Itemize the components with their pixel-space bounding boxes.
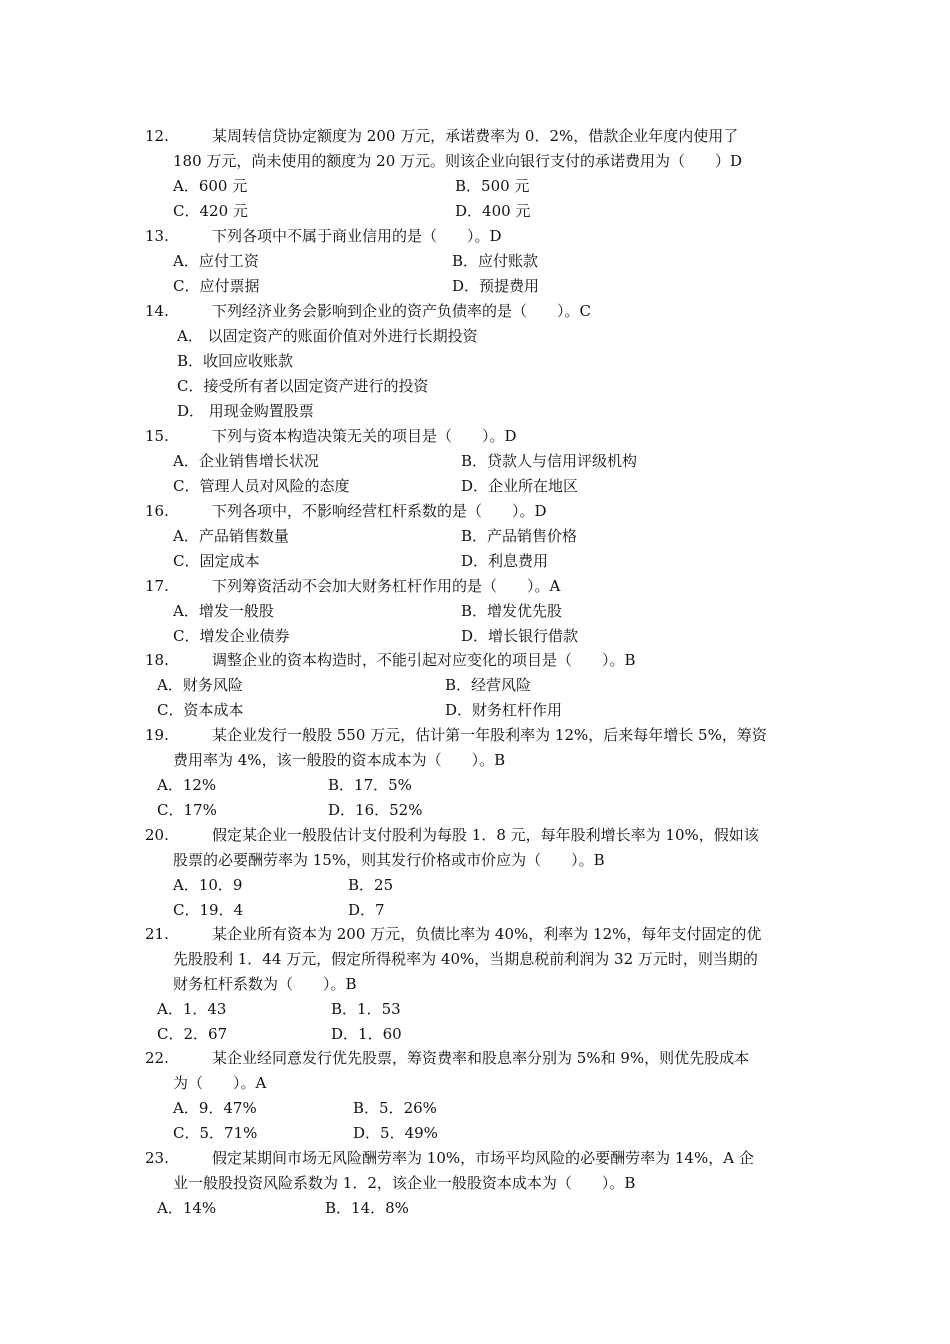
question-22 xyxy=(145,1046,820,1146)
option-d: D． 用现金购置股票 xyxy=(177,402,314,420)
option-a: A．12% xyxy=(157,776,217,794)
question-text: 调整企业的资本构造时，不能引起对应变化的项目是（ ）。B xyxy=(212,651,636,669)
question-number: 22. xyxy=(145,1049,169,1067)
question-16 xyxy=(145,499,820,574)
question-line xyxy=(145,972,820,997)
option-d: D．利息费用 xyxy=(461,552,549,570)
option-d: D．1．60 xyxy=(331,1025,402,1043)
option-c: C．资本成本 xyxy=(157,701,244,719)
option-b: B．应付账款 xyxy=(452,252,539,270)
options-row xyxy=(145,673,820,698)
options-row xyxy=(145,199,820,224)
options-row xyxy=(145,524,820,549)
question-number: 14. xyxy=(145,302,169,320)
option-d: D．400 元 xyxy=(455,202,531,220)
question-text-continued: 股票的必要酬劳率为 15%，则其发行价格或市价应为（ ）。B xyxy=(173,851,605,869)
question-text: 某企业发行一般股 550 万元，估计第一年股利率为 12%，后来每年增长 5%，筹资 xyxy=(212,726,767,744)
question-number: 17. xyxy=(145,577,169,595)
options-row xyxy=(145,349,820,374)
options-row xyxy=(145,324,820,349)
option-a: A．1．43 xyxy=(157,1000,227,1018)
option-b: B．17．5% xyxy=(328,776,412,794)
options-row xyxy=(145,274,820,299)
question-text: 假定某期间市场无风险酬劳率为 10%，市场平均风险的必要酬劳率为 14%，A 企 xyxy=(212,1149,754,1167)
options-row xyxy=(145,1096,820,1121)
option-b: B．收回应收账款 xyxy=(177,352,294,370)
question-line xyxy=(145,1171,820,1196)
question-text: 下列各项中，不影响经营杠杆系数的是（ ）。D xyxy=(212,502,547,520)
options-row xyxy=(145,599,820,624)
option-c: C．420 元 xyxy=(173,202,248,220)
options-row xyxy=(145,474,820,499)
option-d: D．16．52% xyxy=(328,801,423,819)
option-a: A．600 元 xyxy=(173,177,248,195)
option-b: B．经营风险 xyxy=(445,676,532,694)
option-a: A．应付工资 xyxy=(173,252,259,270)
question-19 xyxy=(145,723,820,823)
question-14 xyxy=(145,299,820,424)
question-line xyxy=(145,648,820,673)
option-b: B．产品销售价格 xyxy=(461,527,578,545)
option-b: B．14．8% xyxy=(325,1199,409,1217)
option-a: A．产品销售数量 xyxy=(173,527,289,545)
question-text-continued: 先股股利 1．44 万元，假定所得税率为 40%，当期息税前利润为 32 万元时，则当期的 xyxy=(173,950,758,968)
option-c: C．5．71% xyxy=(173,1124,258,1142)
question-20 xyxy=(145,823,820,923)
question-text: 下列各项中不属于商业信用的是（ ）。D xyxy=(212,227,502,245)
option-c: C．17% xyxy=(157,801,217,819)
question-line xyxy=(145,499,820,524)
question-17 xyxy=(145,574,820,649)
question-line xyxy=(145,1046,820,1071)
question-text: 某企业经同意发行优先股票，筹资费率和股息率分别为 5%和 9%，则优先股成本 xyxy=(212,1049,750,1067)
question-text: 下列筹资活动不会加大财务杠杆作用的是（ ）。A xyxy=(212,577,561,595)
question-line xyxy=(145,224,820,249)
options-row xyxy=(145,898,820,923)
option-c: C．管理人员对风险的态度 xyxy=(173,477,350,495)
question-line xyxy=(145,124,820,149)
options-row xyxy=(145,449,820,474)
option-d: D．预提费用 xyxy=(452,277,540,295)
option-a: A． 以固定资产的账面价值对外进行长期投资 xyxy=(177,327,478,345)
option-a: A．增发一般股 xyxy=(173,602,274,620)
option-c: C．固定成本 xyxy=(173,552,260,570)
options-row xyxy=(145,399,820,424)
question-text: 某企业所有资本为 200 万元，负债比率为 40%，利率为 12%，每年支付固定的优 xyxy=(212,925,762,943)
question-line xyxy=(145,1146,820,1171)
options-row xyxy=(145,798,820,823)
option-d: D．5．49% xyxy=(353,1124,438,1142)
option-c: C．2．67 xyxy=(157,1025,228,1043)
option-a: A．财务风险 xyxy=(157,676,243,694)
question-text: 下列经济业务会影响到企业的资产负债率的是（ ）。C xyxy=(212,302,591,320)
question-13 xyxy=(145,224,820,299)
question-number: 13. xyxy=(145,227,169,245)
option-a: A．10．9 xyxy=(173,876,243,894)
option-a: A．企业销售增长状况 xyxy=(173,452,319,470)
question-line xyxy=(145,823,820,848)
question-12 xyxy=(145,124,820,224)
option-b: B．500 元 xyxy=(455,177,530,195)
question-line xyxy=(145,947,820,972)
question-line xyxy=(145,574,820,599)
question-number: 23. xyxy=(145,1149,169,1167)
options-row xyxy=(145,374,820,399)
question-line xyxy=(145,848,820,873)
options-row xyxy=(145,997,820,1022)
question-line xyxy=(145,1071,820,1096)
options-row xyxy=(145,549,820,574)
question-text-continued: 财务杠杆系数为（ ）。B xyxy=(173,975,357,993)
question-text-continued: 费用率为 4%，该一般股的资本成本为（ ）。B xyxy=(173,751,506,769)
question-21 xyxy=(145,922,820,1047)
option-d: D．企业所在地区 xyxy=(461,477,579,495)
option-d: D．增长银行借款 xyxy=(461,627,579,645)
options-row xyxy=(145,1121,820,1146)
options-row xyxy=(145,698,820,723)
options-row xyxy=(145,624,820,649)
options-row xyxy=(145,174,820,199)
options-row xyxy=(145,1022,820,1047)
question-text: 下列与资本构造决策无关的项目是（ ）。D xyxy=(212,427,517,445)
question-number: 21. xyxy=(145,925,169,943)
options-row xyxy=(145,773,820,798)
question-text-continued: 业一般股投资风险系数为 1．2，该企业一般股资本成本为（ ）。B xyxy=(173,1174,636,1192)
question-number: 18. xyxy=(145,651,169,669)
option-b: B．25 xyxy=(348,876,394,894)
option-d: D．财务杠杆作用 xyxy=(445,701,563,719)
option-d: D．7 xyxy=(348,901,385,919)
question-number: 15. xyxy=(145,427,169,445)
question-number: 19. xyxy=(145,726,169,744)
question-line xyxy=(145,424,820,449)
question-number: 16. xyxy=(145,502,169,520)
option-c: C．19．4 xyxy=(173,901,244,919)
option-c: C．应付票据 xyxy=(173,277,260,295)
option-b: B．1．53 xyxy=(331,1000,401,1018)
question-line xyxy=(145,299,820,324)
question-text-continued: 为（ ）。A xyxy=(173,1074,267,1092)
option-a: A．9．47% xyxy=(173,1099,257,1117)
options-row xyxy=(145,249,820,274)
question-23 xyxy=(145,1146,820,1221)
option-b: B．贷款人与信用评级机构 xyxy=(461,452,638,470)
question-line xyxy=(145,723,820,748)
question-15 xyxy=(145,424,820,499)
option-b: B．5．26% xyxy=(353,1099,437,1117)
options-row xyxy=(145,873,820,898)
question-text-continued: 180 万元，尚未使用的额度为 20 万元。则该企业向银行支付的承诺费用为（ ）D xyxy=(173,152,743,170)
option-b: B．增发优先股 xyxy=(461,602,563,620)
question-text: 假定某企业一般股估计支付股利为每股 1．8 元，每年股利增长率为 10%，假如该 xyxy=(212,826,759,844)
question-text: 某周转信贷协定额度为 200 万元，承诺费率为 0．2%，借款企业年度内使用了 xyxy=(212,127,739,145)
question-line xyxy=(145,149,820,174)
question-number: 20. xyxy=(145,826,169,844)
question-line xyxy=(145,748,820,773)
question-line xyxy=(145,922,820,947)
option-c: C．增发企业债券 xyxy=(173,627,290,645)
question-18 xyxy=(145,648,820,723)
option-a: A．14% xyxy=(157,1199,217,1217)
options-row xyxy=(145,1196,820,1221)
option-c: C．接受所有者以固定资产进行的投资 xyxy=(177,377,429,395)
question-number: 12. xyxy=(145,127,169,145)
